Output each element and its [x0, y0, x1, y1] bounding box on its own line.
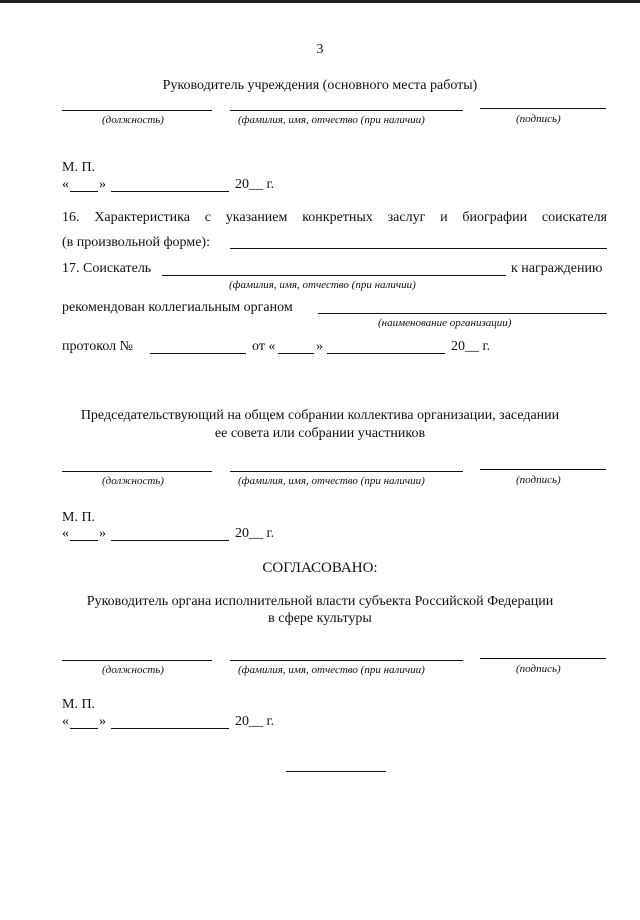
chair-date-open-quote: « [62, 526, 69, 541]
item17-organization-caption: (наименование организации) [378, 317, 512, 329]
item17-prefix: 17. Соискатель [62, 261, 152, 276]
head-position-line[interactable] [62, 110, 212, 111]
agreed-heading: СОГЛАСОВАНО: [262, 560, 378, 576]
exec-position-line[interactable] [62, 660, 212, 661]
chair-name-line[interactable] [230, 471, 463, 472]
exec-date-year: 20__ г. [235, 714, 275, 729]
item17-from-label: от « [252, 339, 276, 354]
chair-date-day-line[interactable] [70, 540, 98, 541]
head-position-caption: (должность) [102, 114, 164, 126]
exec-date-close-quote: » [99, 714, 106, 729]
item16-answer-line[interactable] [230, 248, 607, 249]
head-signature-caption: (подпись) [516, 113, 561, 125]
head-name-caption: (фамилия, имя, отчество (при наличии) [238, 114, 425, 126]
exec-section-title-line1: Руководитель органа исполнительной власти субъекта Российской Федерации [86, 594, 554, 609]
exec-section-title-line2: в сфере культуры [268, 611, 372, 626]
head-signature-line[interactable] [480, 108, 606, 109]
head-section-title: Руководитель учреждения (основного места работы) [162, 78, 478, 93]
head-date-month-line[interactable] [111, 191, 229, 192]
head-date-day-line[interactable] [70, 191, 98, 192]
item17-protocol-number-line[interactable] [150, 353, 246, 354]
chair-stamp-place: М. П. [62, 510, 96, 525]
chair-name-caption: (фамилия, имя, отчество (при наличии) [238, 475, 425, 487]
item17-year: 20__ г. [451, 339, 491, 354]
chair-date-month-line[interactable] [111, 540, 229, 541]
chair-date-close-quote: » [99, 526, 106, 541]
page-number: 3 [316, 42, 324, 57]
exec-position-caption: (должность) [102, 664, 164, 676]
item16-text-line1: 16. Характеристика с указанием конкретных заслуг и биографии соискателя [62, 210, 607, 225]
head-name-line[interactable] [230, 110, 463, 111]
item17-organization-line[interactable] [318, 313, 607, 314]
exec-date-open-quote: « [62, 714, 69, 729]
chair-section-title-line2: ее совета или собрании участников [214, 426, 426, 441]
exec-stamp-place: М. П. [62, 697, 96, 712]
item17-suffix: к награждению [511, 261, 603, 276]
exec-date-day-line[interactable] [70, 728, 98, 729]
item17-month-line[interactable] [327, 353, 445, 354]
page-top-border [0, 0, 640, 3]
item17-quote-close: » [316, 339, 323, 354]
head-date-open-quote: « [62, 177, 69, 192]
chair-signature-line[interactable] [480, 469, 606, 470]
chair-section-title-line1: Председательствующий на общем собрании коллектива организации, заседании [80, 408, 560, 423]
chair-date-year: 20__ г. [235, 526, 275, 541]
item17-candidate-name-line[interactable] [162, 275, 506, 276]
head-stamp-place: М. П. [62, 160, 96, 175]
exec-date-month-line[interactable] [111, 728, 229, 729]
item17-recommended-text: рекомендован коллегиальным органом [62, 300, 293, 315]
exec-name-caption: (фамилия, имя, отчество (при наличии) [238, 664, 425, 676]
exec-signature-caption: (подпись) [516, 663, 561, 675]
item17-protocol-label: протокол № [62, 339, 133, 354]
item17-day-line[interactable] [278, 353, 314, 354]
item17-name-caption: (фамилия, имя, отчество (при наличии) [229, 279, 416, 291]
chair-position-line[interactable] [62, 471, 212, 472]
item16-text-line2: (в произвольной форме): [62, 235, 210, 250]
end-separator-line [286, 771, 386, 772]
head-date-year: 20__ г. [235, 177, 275, 192]
chair-signature-caption: (подпись) [516, 474, 561, 486]
chair-position-caption: (должность) [102, 475, 164, 487]
exec-signature-line[interactable] [480, 658, 606, 659]
head-date-close-quote: » [99, 177, 106, 192]
exec-name-line[interactable] [230, 660, 463, 661]
